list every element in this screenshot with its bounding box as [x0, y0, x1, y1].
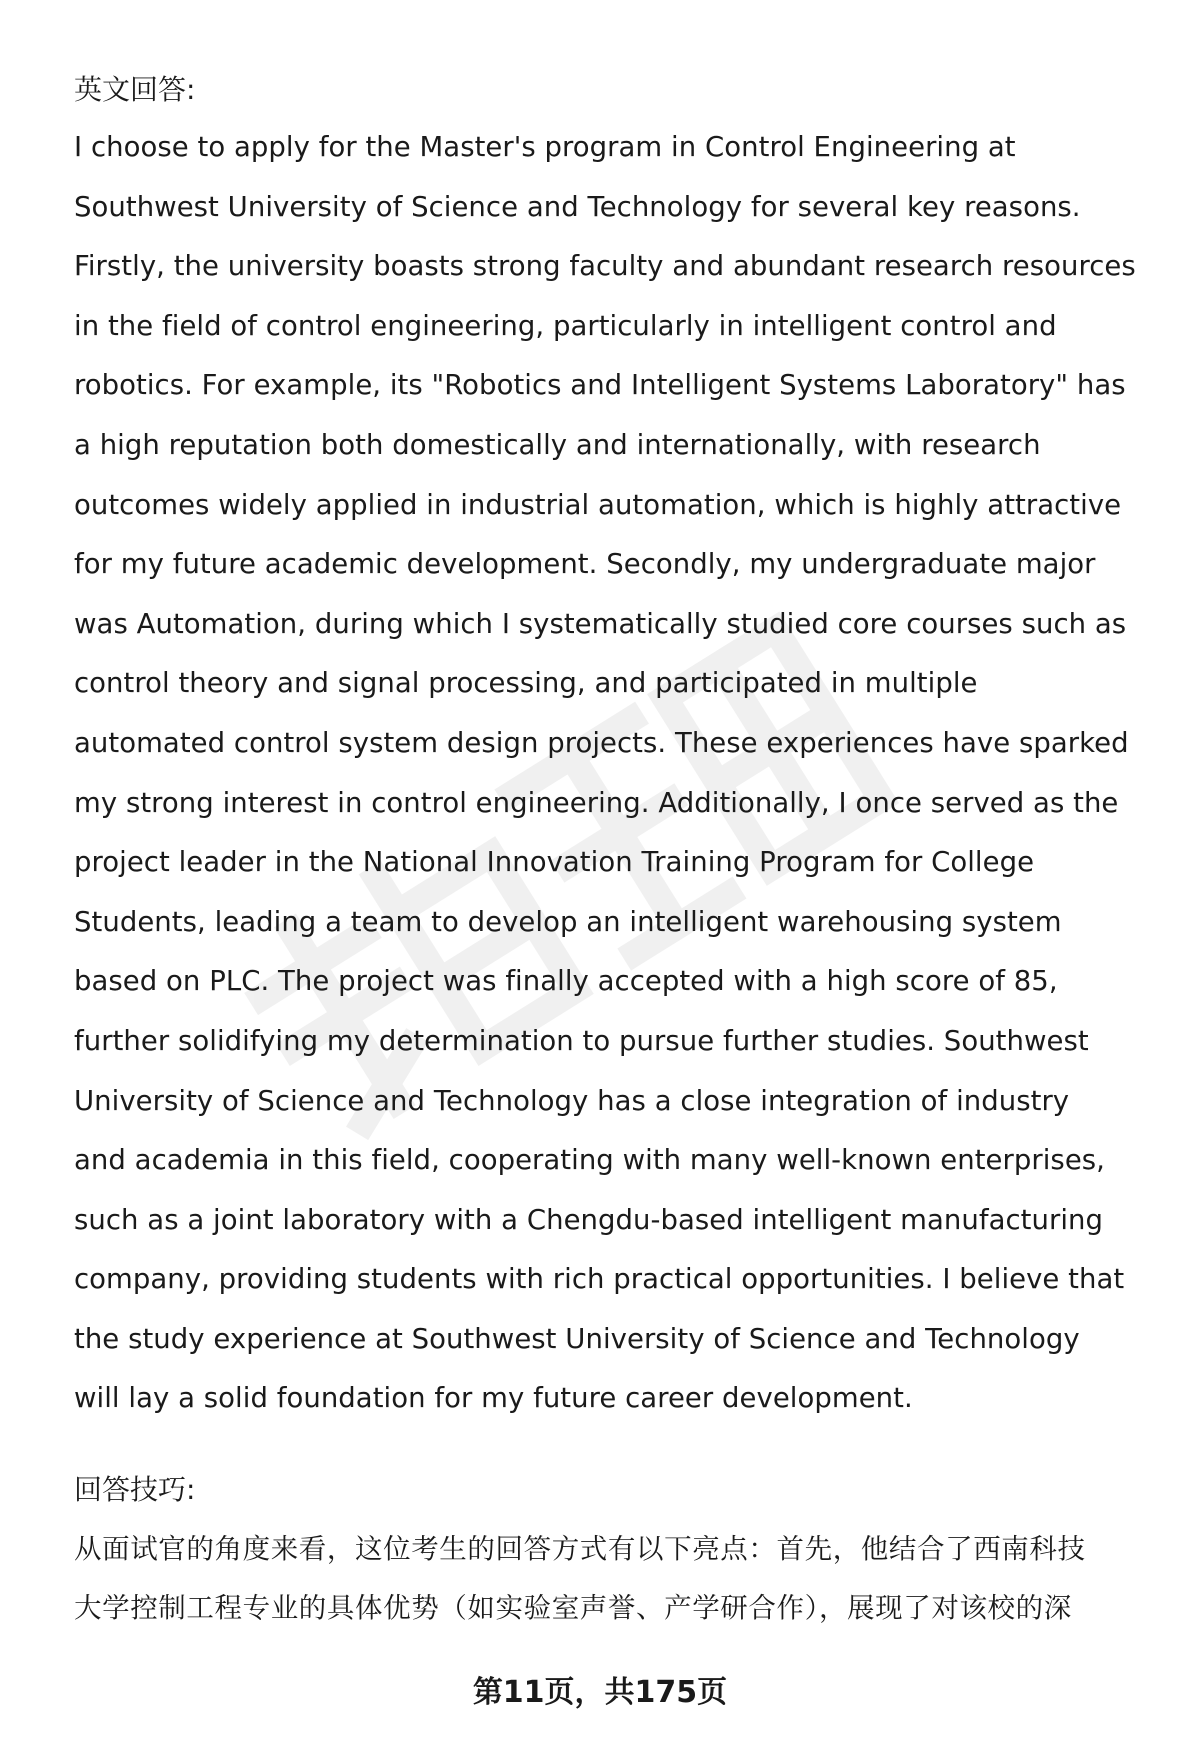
answer-line: outcomes widely applied in industrial automation, which is highly attractive: [74, 488, 1122, 521]
answer-line: automated control system design projects. These experiences have sparked: [74, 726, 1129, 759]
english-answer-text: [74, 118, 1164, 1429]
answer-line: project leader in the National Innovation Training Program for College: [74, 846, 1035, 879]
answer-line: my strong interest in control engineering. Additionally, I once served as the: [74, 786, 1119, 819]
page-number-footer: 第11页，共175页: [472, 1675, 728, 1710]
answer-line: will lay a solid foundation for my future career development.: [74, 1382, 913, 1415]
tips-section-label: 回答技巧:: [74, 1473, 196, 1506]
answer-line: further solidifying my determination to pursue further studies. Southwest: [74, 1024, 1089, 1057]
answer-line: Firstly, the university boasts strong faculty and abundant research resources: [74, 250, 1136, 283]
answer-line: in the field of control engineering, particularly in intelligent control and: [74, 309, 1057, 342]
answer-line: Southwest University of Science and Technology for several key reasons.: [74, 190, 1081, 223]
answer-line: company, providing students with rich practical opportunities. I believe that: [74, 1263, 1125, 1296]
tips-text: [74, 1520, 1164, 1638]
answer-line: for my future academic development. Secondly, my undergraduate major: [74, 548, 1096, 581]
answer-line: I choose to apply for the Master's program in Control Engineering at: [74, 131, 1016, 163]
answer-line: Students, leading a team to develop an intelligent warehousing system: [74, 905, 1062, 938]
answer-section-label: 英文回答:: [74, 73, 196, 106]
answer-line: robotics. For example, its "Robotics and Intelligent Systems Laboratory" has: [74, 369, 1126, 402]
answer-line: based on PLC. The project was finally accepted with a high score of 85,: [74, 965, 1058, 998]
tips-line: 从面试官的角度来看，这位考生的回答方式有以下亮点：首先，他结合了西南科技: [74, 1533, 1086, 1565]
answer-line: a high reputation both domestically and internationally, with research: [74, 428, 1041, 461]
answer-line: University of Science and Technology has a close integration of industry: [74, 1084, 1070, 1117]
answer-line: and academia in this field, cooperating with many well-known enterprises,: [74, 1144, 1105, 1177]
tips-line: 大学控制工程专业的具体优势（如实验室声誉、产学研合作），展现了对该校的深: [74, 1592, 1072, 1624]
answer-line: was Automation, during which I systematically studied core courses such as: [74, 607, 1127, 640]
answer-line: control theory and signal processing, and participated in multiple: [74, 667, 978, 700]
answer-line: such as a joint laboratory with a Chengdu-based intelligent manufacturing: [74, 1203, 1104, 1236]
answer-line: the study experience at Southwest University of Science and Technology: [74, 1322, 1080, 1355]
